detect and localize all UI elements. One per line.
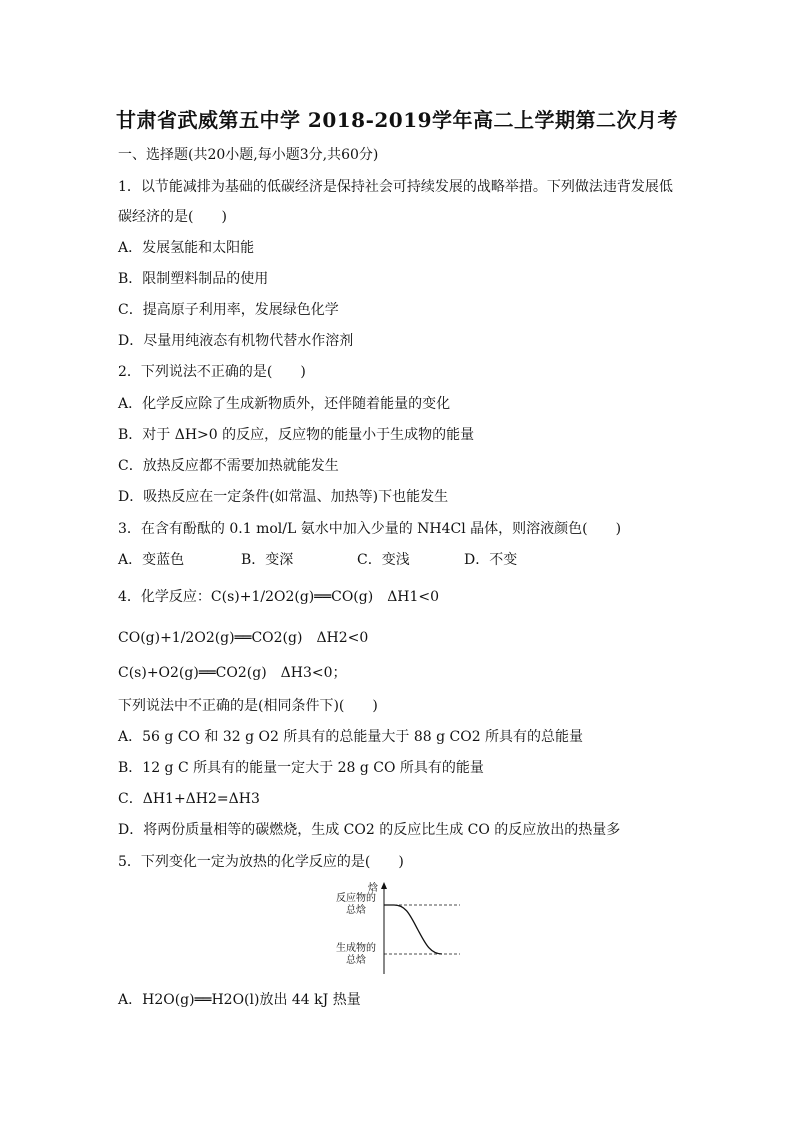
enthalpy-axis-label: 焓	[368, 883, 378, 894]
q3-option-a: A．变蓝色	[118, 552, 185, 568]
page-title: 甘肃省武威第五中学 2018-2019学年高二上学期第二次月考	[115, 108, 679, 132]
q3-option-c: C．变浅	[357, 552, 410, 568]
reactant-label-2: 总焓	[346, 905, 366, 916]
q3-option-d: D．不变	[464, 552, 518, 568]
q2-option-b: B．对于 ΔH>0 的反应，反应物的能量小于生成物的能量	[118, 427, 475, 443]
product-label-2: 总焓	[346, 955, 366, 966]
q3-options	[118, 550, 517, 570]
q4-equation-1: 4．化学反应：C(s)+1/2O2(g)══CO(g) ΔH1<0	[118, 589, 440, 605]
q1-stem-line2: 碳经济的是( )	[118, 209, 227, 225]
q2-option-a: A．化学反应除了生成新物质外，还伴随着能量的变化	[118, 396, 451, 412]
product-label-1: 生成物的	[336, 943, 376, 954]
q2-option-d: D．吸热反应在一定条件(如常温、加热等)下也能发生	[118, 489, 449, 505]
q1-option-c: C．提高原子利用率，发展绿色化学	[118, 302, 339, 318]
q5-option-a: A．H2O(g)══H2O(l)放出 44 kJ 热量	[118, 992, 361, 1008]
q4-option-d: D．将两份质量相等的碳燃烧，生成 CO2 的反应比生成 CO 的反应放出的热量多	[118, 822, 621, 838]
q4-option-c: C．ΔH1+ΔH2=ΔH3	[118, 791, 260, 807]
section-header: 一、选择题(共20小题,每小题3分,共60分)	[118, 147, 379, 163]
q3-stem: 3．在含有酚酞的 0.1 mol/L 氨水中加入少量的 NH4Cl 晶体，则溶液颜色( )	[118, 521, 622, 537]
q4-option-a: A．56 g CO 和 32 g O2 所具有的总能量大于 88 g CO2 所具有的总能量	[118, 729, 584, 745]
q4-option-b: B．12 g C 所具有的能量一定大于 28 g CO 所具有的能量	[118, 760, 484, 776]
q3-option-b: B．变深	[241, 552, 294, 568]
q2-stem: 2．下列说法不正确的是( )	[118, 364, 306, 380]
q1-stem-line1: 1．以节能减排为基础的低碳经济是保持社会可持续发展的战略举措。下列做法违背发展低	[118, 179, 673, 195]
q4-equation-2: CO(g)+1/2O2(g)══CO2(g) ΔH2<0	[118, 630, 369, 646]
q5-stem: 5．下列变化一定为放热的化学反应的是( )	[118, 854, 404, 870]
q4-stem: 下列说法中不正确的是(相同条件下)( )	[118, 698, 378, 714]
q1-option-a: A．发展氢能和太阳能	[118, 240, 255, 256]
q4-equation-3: C(s)+O2(g)══CO2(g) ΔH3<0；	[118, 665, 347, 681]
q1-option-b: B．限制塑料制品的使用	[118, 271, 269, 287]
q2-option-c: C．放热反应都不需要加热就能发生	[118, 458, 339, 474]
enthalpy-curve	[384, 905, 442, 954]
enthalpy-diagram	[330, 880, 470, 975]
enthalpy-axis-arrow	[381, 882, 387, 889]
reactant-label-1: 反应物的	[336, 893, 376, 904]
q1-option-d: D．尽量用纯液态有机物代替水作溶剂	[118, 333, 354, 349]
